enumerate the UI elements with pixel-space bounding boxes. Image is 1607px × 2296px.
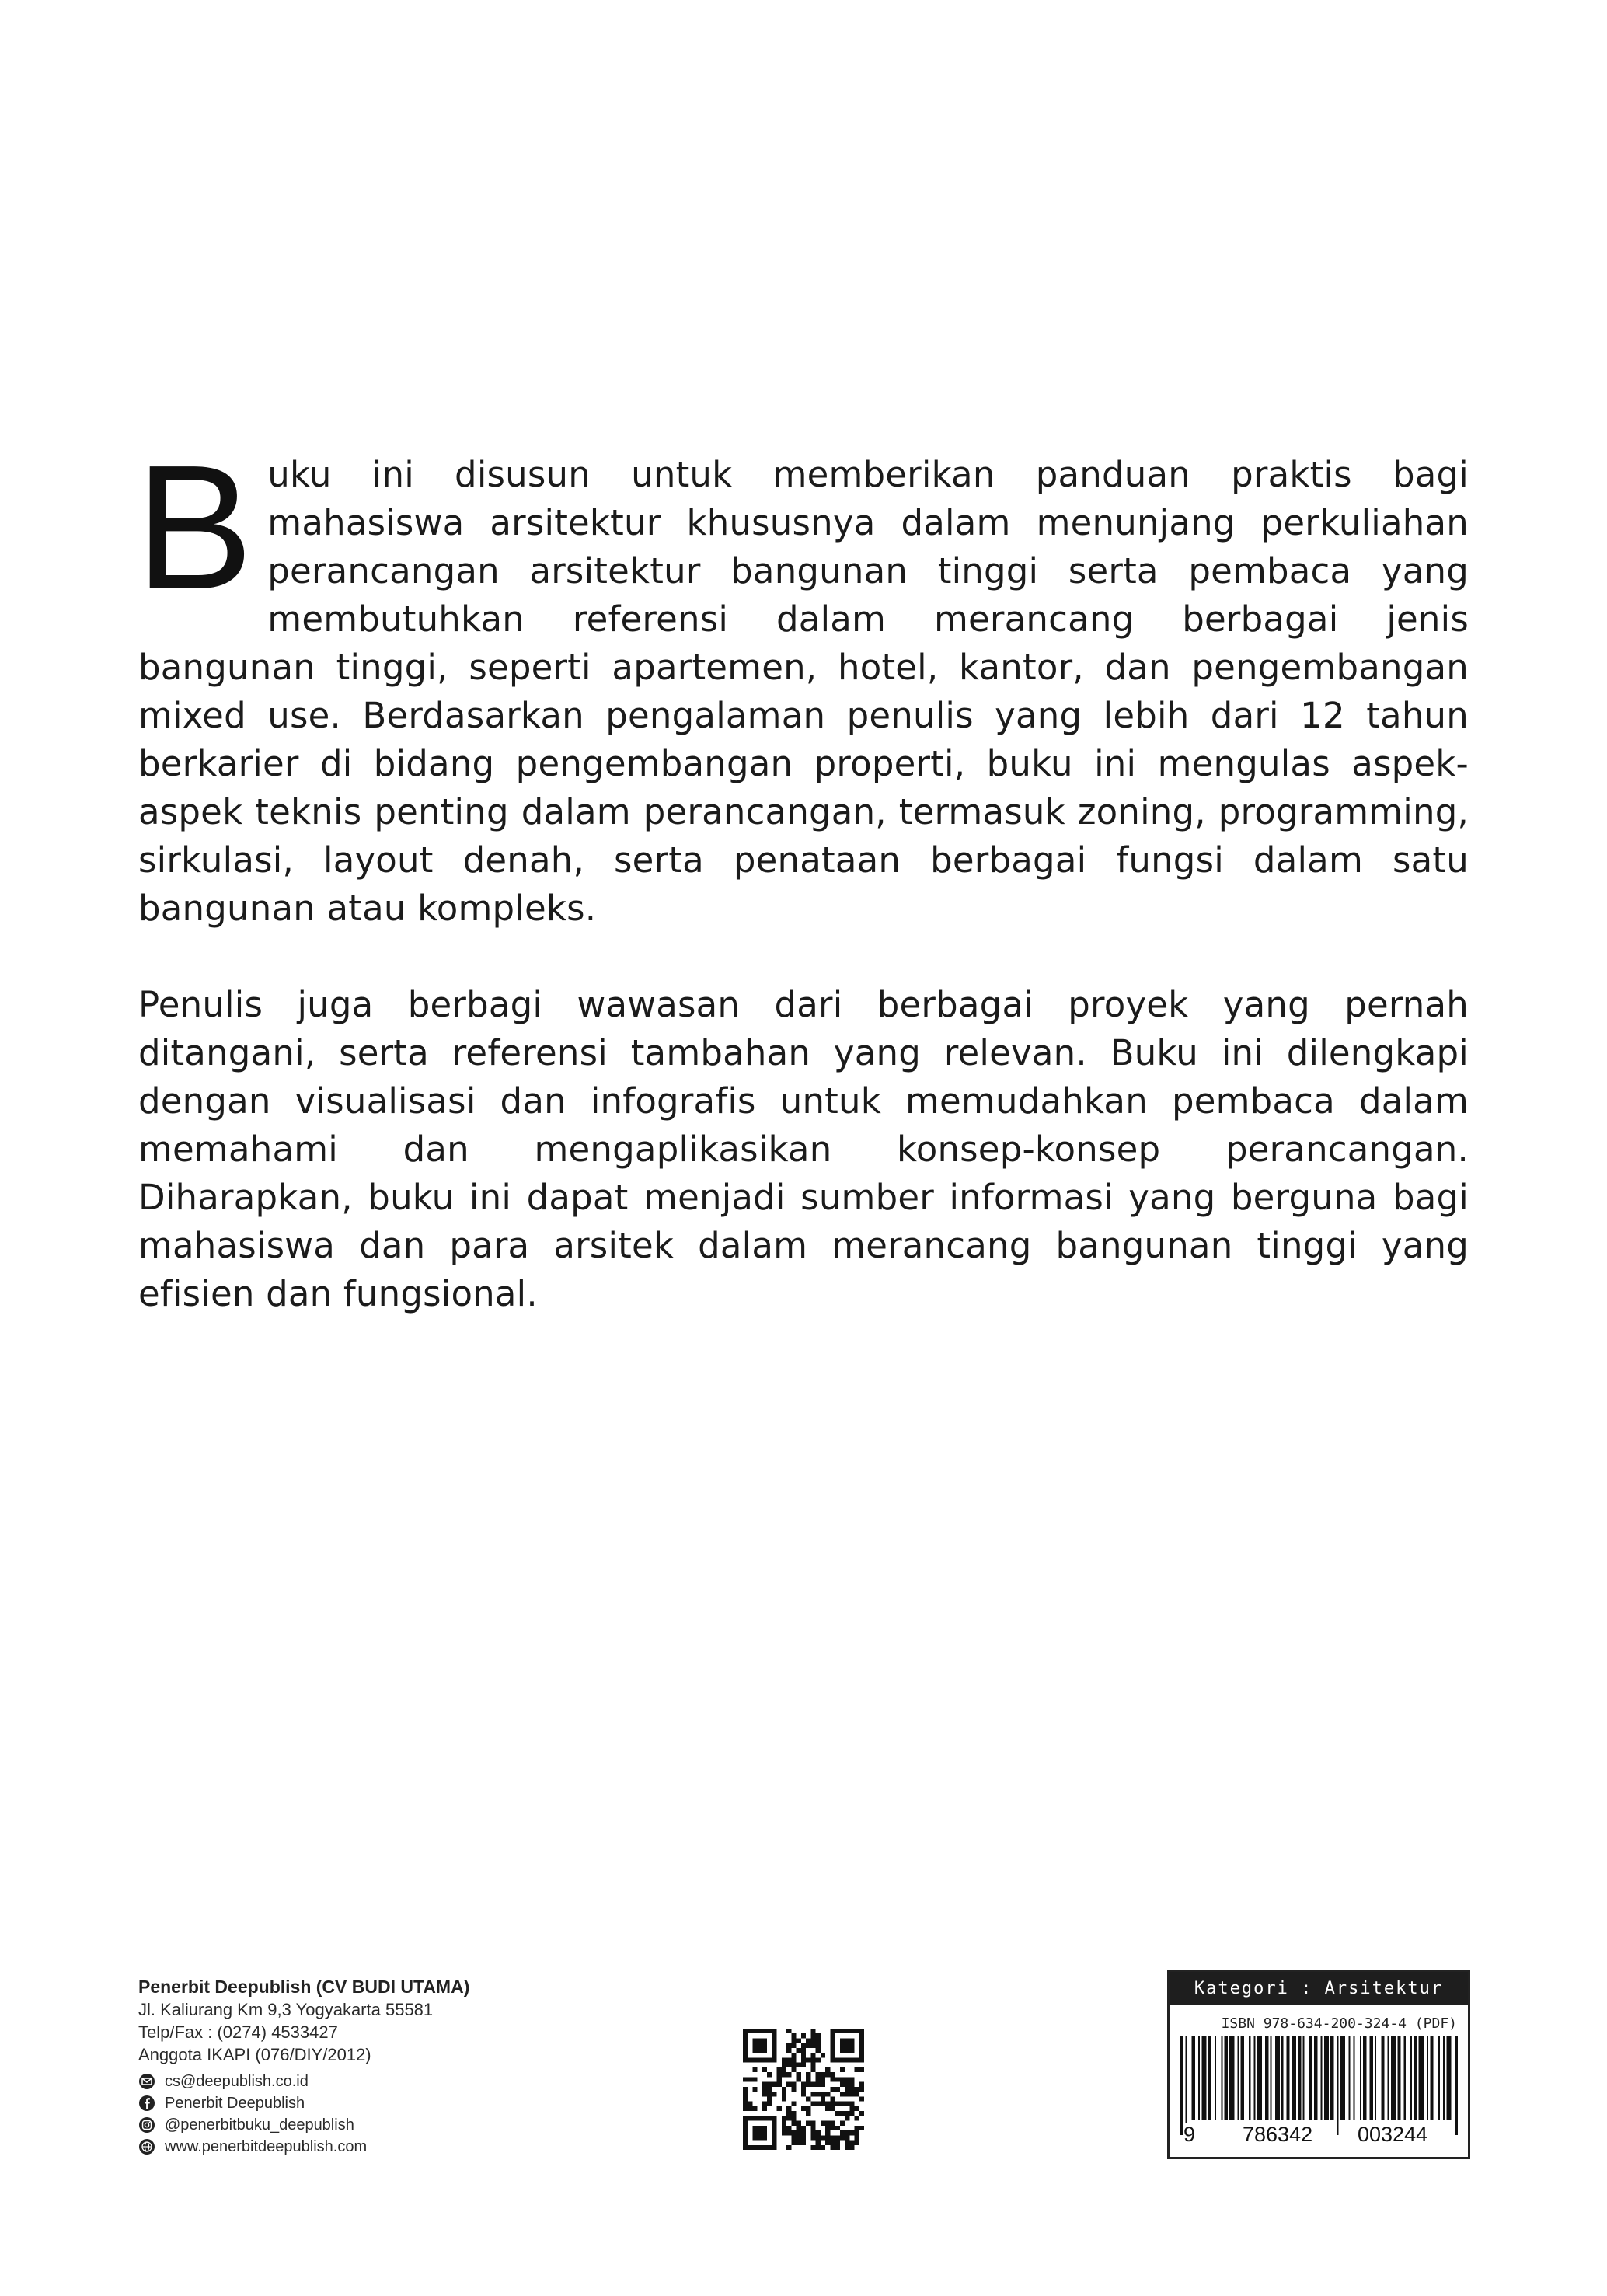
contact-email [138, 2071, 620, 2092]
barcode-digit-lead: 9 [1183, 2123, 1196, 2146]
contact-facebook-text: Penerbit Deepublish [165, 2094, 305, 2112]
blurb-paragraph-1-text: uku ini disusun untuk memberikan panduan praktis bagi mahasiswa arsitektur khususnya dalam menunjang perkuliahan perancangan arsitektur bangunan tinggi serta pembaca yang membutuhkan referensi dalam merancang berbagai jenis bangunan tinggi, seperti apartemen, hotel, kantor, dan pengembangan mixed use. Berdasarkan pengalaman penulis yang lebih dari 12 tahun berkarier di bidang pengembangan properti, buku ini mengulas aspek-aspek teknis penting dalam perancangan, termasuk zoning, programming, sirkulasi, layout denah, serta penataan berbagai fungsi dalam satu bangunan atau kompleks. [138, 454, 1469, 929]
qr-code [743, 2029, 864, 2150]
publisher-name: Penerbit Deepublish (CV BUDI UTAMA) [138, 1977, 470, 1997]
barcode-panel [1167, 1970, 1470, 2159]
barcode-digits-left: 786342 [1238, 2123, 1317, 2147]
contact-instagram [138, 2114, 620, 2136]
contact-facebook [138, 2092, 620, 2114]
contact-email-text: cs@deepublish.co.id [165, 2072, 309, 2090]
publisher-phone: Telp/Fax : (0274) 4533427 [138, 2022, 338, 2042]
contact-website-text: www.penerbitdeepublish.com [165, 2137, 368, 2155]
blurb-paragraph-1 [135, 429, 1469, 933]
email-icon [138, 2073, 155, 2090]
facebook-icon [138, 2095, 155, 2112]
barcode-digits [1170, 2120, 1468, 2148]
barcode-digits-right: 003244 [1353, 2123, 1432, 2147]
publisher-address: Jl. Kaliurang Km 9,3 Yogyakarta 55581 [138, 2000, 434, 2019]
blurb-paragraph-2: Penulis juga berbagi wawasan dari berbagai proyek yang pernah ditangani, serta referensi tambahan yang relevan. Buku ini dilengkapi dengan visualisasi dan infografis untuk memudahkan pembaca dalam memahami dan mengaplikasikan konsep-konsep perancangan. Diharapkan, buku ini dapat menjadi sumber informasi yang berguna bagi mahasiswa dan para arsitek dalam merancang bangunan tinggi yang efisien dan fungsional. [138, 984, 1469, 1314]
globe-icon [138, 2138, 155, 2155]
isbn-text: ISBN 978-634-200-324-4 (PDF) [1221, 2015, 1457, 2032]
instagram-icon [138, 2116, 155, 2134]
category-label: Kategori : Arsitektur [1170, 1972, 1468, 2005]
contact-website [138, 2136, 620, 2158]
publisher-membership: Anggota IKAPI (076/DIY/2012) [138, 2045, 371, 2064]
publisher-info [138, 1976, 620, 2158]
drop-cap: B [135, 429, 254, 626]
contact-instagram-text: @penerbitbuku_deepublish [165, 2116, 354, 2134]
contact-list [138, 2071, 620, 2158]
back-cover-blurb [135, 429, 1469, 1318]
